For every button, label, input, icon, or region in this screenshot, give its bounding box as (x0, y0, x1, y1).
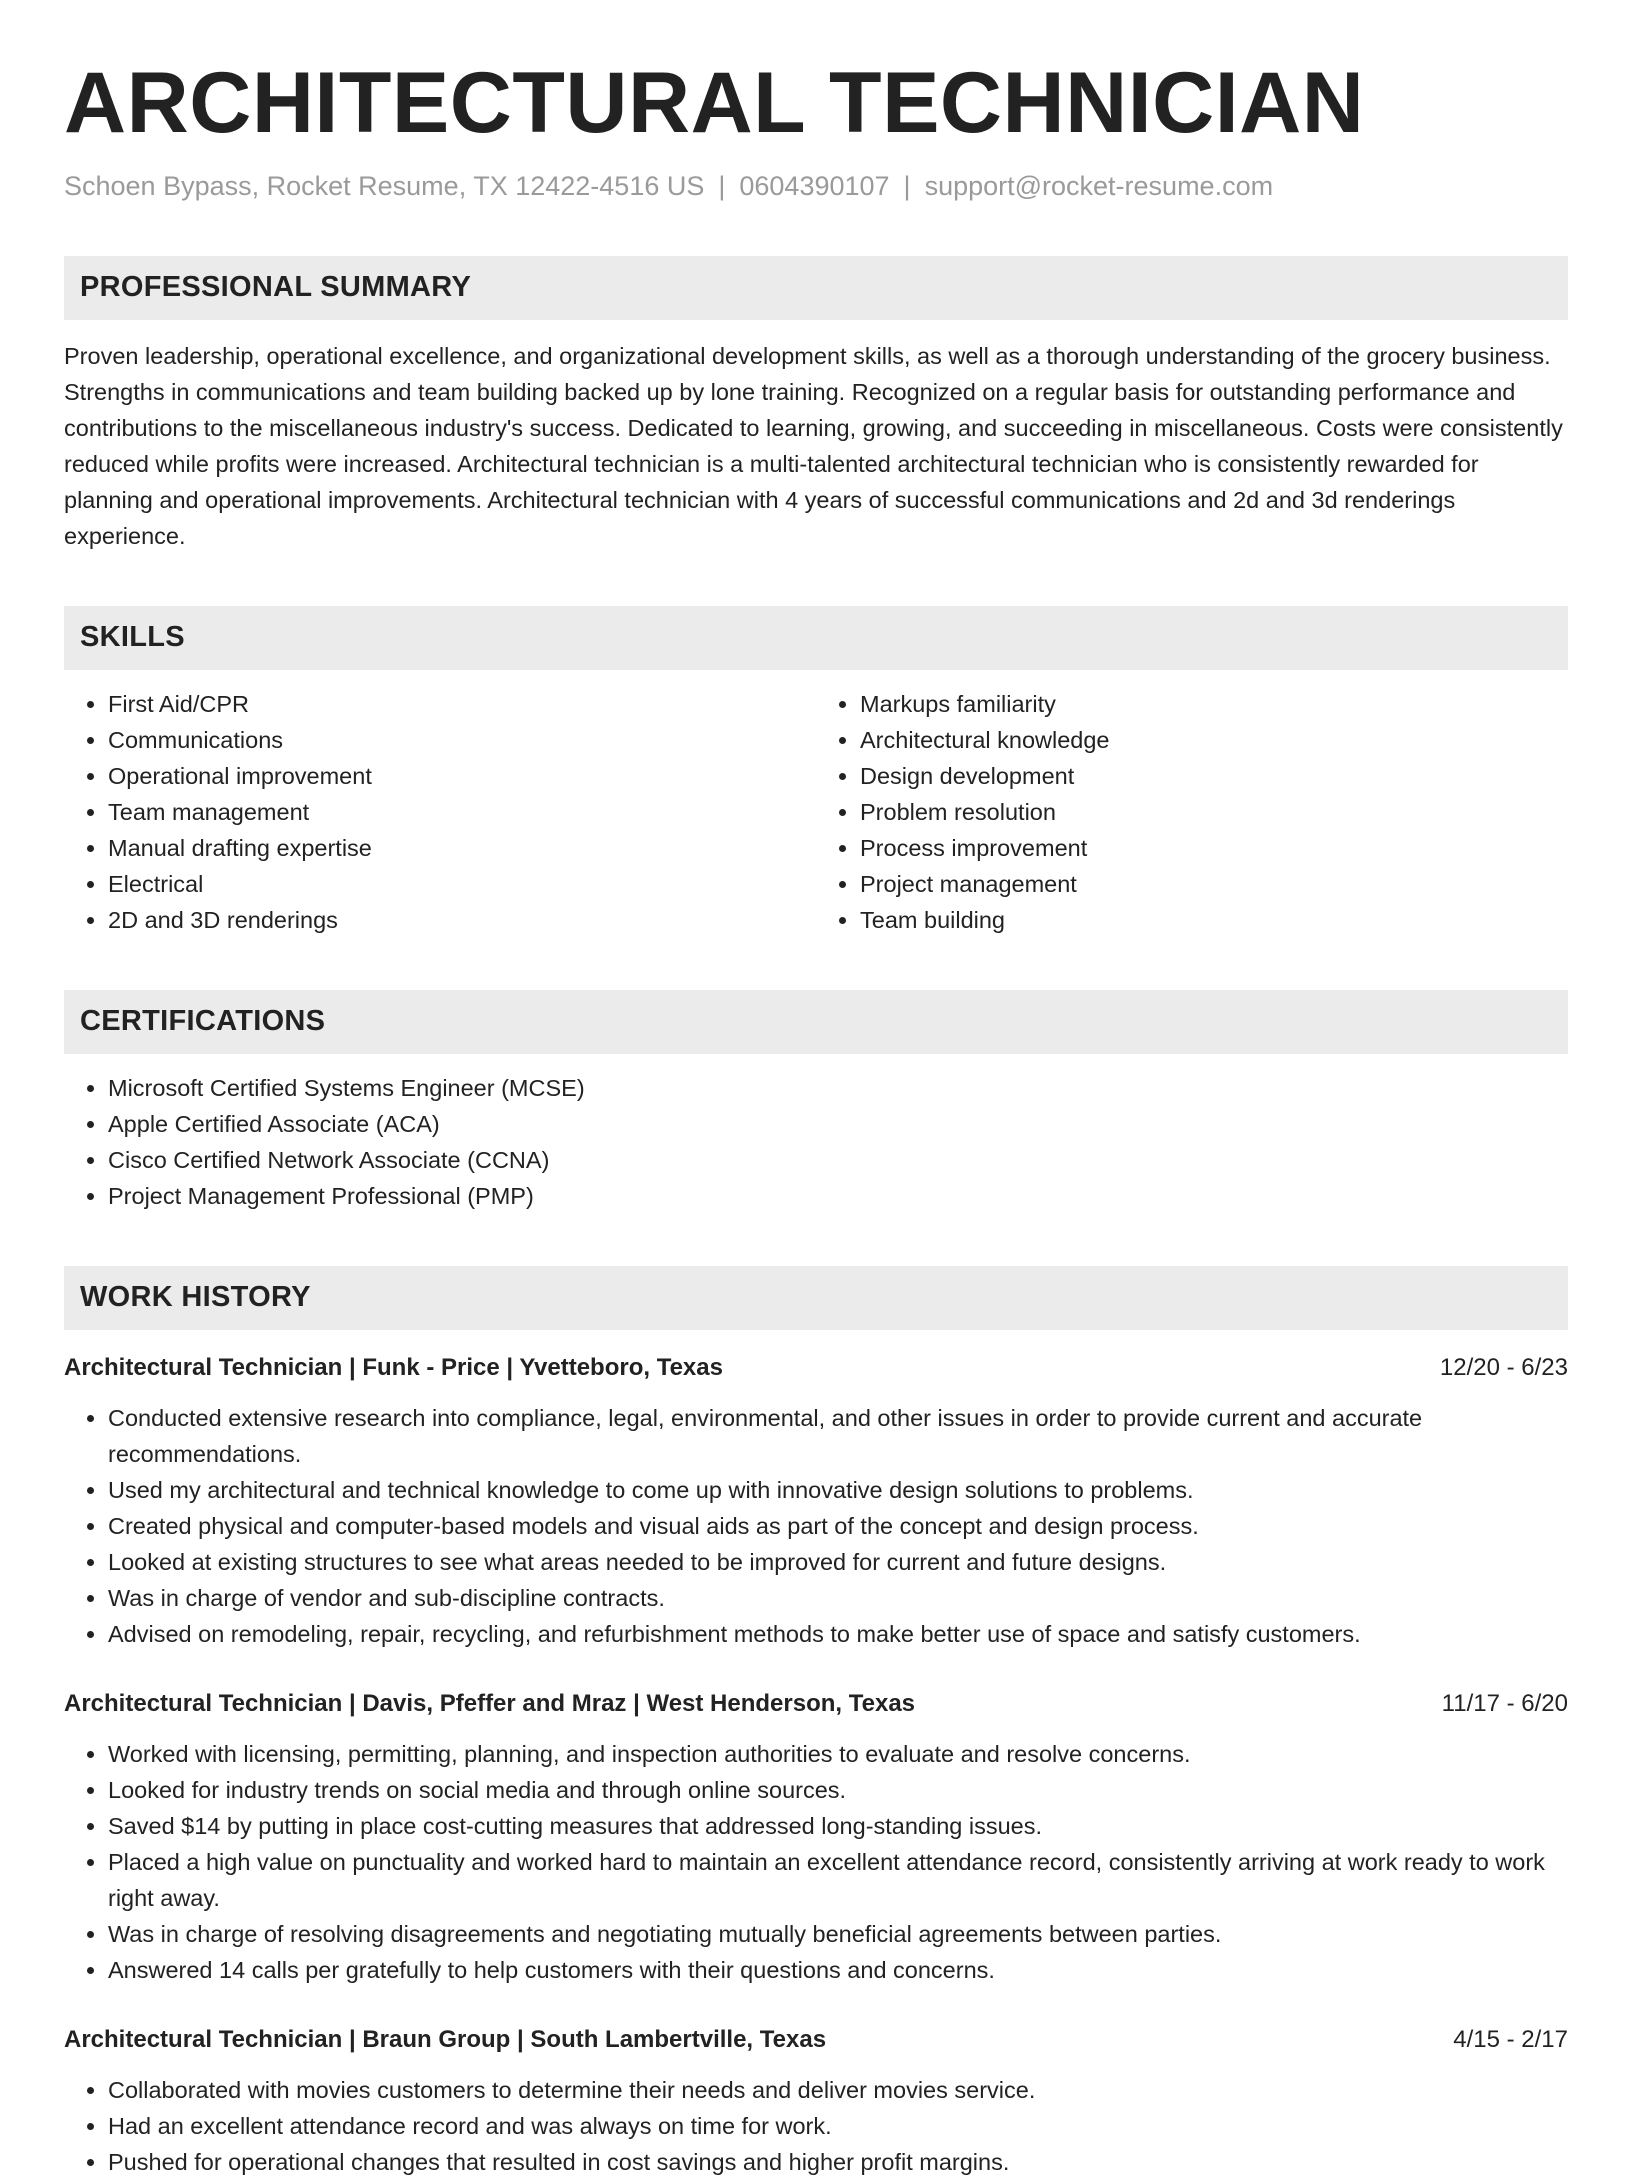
skill-item: • Operational improvement (108, 758, 816, 794)
summary-text: Proven leadership, operational excellence, and organizational development skills, as well as a thorough understanding of the grocery business. Strengths in communications and team building backed up by lone training. Recognized on a regular basis for outstanding performance and contributions to the miscellaneous industry's success. Dedicated to learning, growing, and succeeding in miscellaneous. Costs were consistently reduced while profits were increased. Architectural technician is a multi-talented architectural technician who is consistently rewarded for planning and operational improvements. Architectural technician with 4 years of successful communications and 2d and 3d renderings experience. (64, 342, 1563, 549)
skills-section-title: SKILLS (80, 621, 185, 654)
job-bullet: • Collaborated with movies customers to determine their needs and deliver movies service. (108, 2072, 1568, 2108)
contact-email: support@rocket-resume.com (924, 170, 1274, 201)
job-dates: 11/17 - 6/20 (1441, 1689, 1568, 1717)
summary-section-title: PROFESSIONAL SUMMARY (80, 271, 472, 304)
skill-item: • Problem resolution (860, 794, 1568, 830)
certification-item: • Apple Certified Associate (ACA) (108, 1106, 1568, 1142)
job-entry (64, 1350, 1568, 1652)
job-bullet: • Advised on remodeling, repair, recycling, and refurbishment methods to make better use of space and satisfy customers. (108, 1616, 1568, 1652)
job-bullets (64, 2072, 1568, 2180)
certification-item: • Microsoft Certified Systems Engineer (MCSE) (108, 1070, 1568, 1106)
job-entry (64, 2022, 1568, 2180)
skill-item: • Process improvement (860, 830, 1568, 866)
job-header (64, 1686, 1568, 1722)
skill-item: • 2D and 3D renderings (108, 902, 816, 938)
job-title: Architectural Technician | Braun Group | South Lambertville, Texas (64, 2025, 827, 2053)
skill-item: • Design development (860, 758, 1568, 794)
work-history-section-header (64, 1266, 1568, 1330)
job-bullet: • Conducted extensive research into compliance, legal, environmental, and other issues in order to provide current and accurate recommendations. (108, 1400, 1568, 1472)
contact-separator: | (718, 170, 726, 201)
skill-item: • Project management (860, 866, 1568, 902)
skill-item: • Communications (108, 722, 816, 758)
work-history-section-title: WORK HISTORY (80, 1281, 311, 1314)
job-bullet: • Looked for industry trends on social media and through online sources. (108, 1772, 1568, 1808)
job-bullet: • Worked with licensing, permitting, planning, and inspection authorities to evaluate and resolve concerns. (108, 1736, 1568, 1772)
skills-columns (64, 686, 1568, 938)
skill-item: • Team building (860, 902, 1568, 938)
skills-list-left (64, 686, 816, 938)
skill-item: • Manual drafting expertise (108, 830, 816, 866)
job-bullet: • Saved $14 by putting in place cost-cutting measures that addressed long-standing issues. (108, 1808, 1568, 1844)
contact-address: Schoen Bypass, Rocket Resume, TX 12422-4516 US (64, 170, 705, 201)
job-title: Architectural Technician | Davis, Pfeffer and Mraz | West Henderson, Texas (64, 1689, 916, 1717)
job-bullets (64, 1736, 1568, 1988)
job-bullet: • Answered 14 calls per gratefully to help customers with their questions and concerns. (108, 1952, 1568, 1988)
resume-name: ARCHITECTURAL TECHNICIAN (64, 55, 1365, 151)
skill-item: • Team management (108, 794, 816, 830)
certifications-list (64, 1070, 1568, 1214)
job-title: Architectural Technician | Funk - Price | Yvetteboro, Texas (64, 1353, 723, 1381)
job-header (64, 2022, 1568, 2058)
contact-separator: | (903, 170, 911, 201)
job-bullet: • Created physical and computer-based models and visual aids as part of the concept and design process. (108, 1508, 1568, 1544)
skill-item: • First Aid/CPR (108, 686, 816, 722)
contact-phone: 0604390107 (739, 170, 890, 201)
certification-item: • Cisco Certified Network Associate (CCNA) (108, 1142, 1568, 1178)
certifications-section-title: CERTIFICATIONS (80, 1005, 326, 1038)
certifications-section-header (64, 990, 1568, 1054)
job-bullets (64, 1400, 1568, 1652)
skills-section-header (64, 606, 1568, 670)
certification-item: • Project Management Professional (PMP) (108, 1178, 1568, 1214)
job-bullet: • Pushed for operational changes that resulted in cost savings and higher profit margins. (108, 2144, 1568, 2180)
skill-item: • Markups familiarity (860, 686, 1568, 722)
skill-item: • Architectural knowledge (860, 722, 1568, 758)
job-bullet: • Looked at existing structures to see what areas needed to be improved for current and future designs. (108, 1544, 1568, 1580)
job-bullet: • Was in charge of resolving disagreements and negotiating mutually beneficial agreements between parties. (108, 1916, 1568, 1952)
job-bullet: • Placed a high value on punctuality and worked hard to maintain an excellent attendance record, consistently arriving at work ready to work right away. (108, 1844, 1568, 1916)
job-dates: 4/15 - 2/17 (1453, 2025, 1568, 2053)
job-bullet: • Used my architectural and technical knowledge to come up with innovative design solutions to problems. (108, 1472, 1568, 1508)
job-bullet: • Had an excellent attendance record and was always on time for work. (108, 2108, 1568, 2144)
job-header (64, 1350, 1568, 1386)
job-bullet: • Was in charge of vendor and sub-discipline contracts. (108, 1580, 1568, 1616)
resume-content (64, 56, 1568, 2180)
contact-line (64, 169, 1568, 204)
summary-section-header (64, 256, 1568, 320)
job-entry (64, 1686, 1568, 1988)
job-dates: 12/20 - 6/23 (1439, 1353, 1568, 1381)
skill-item: • Electrical (108, 866, 816, 902)
skills-list-right (816, 686, 1568, 938)
